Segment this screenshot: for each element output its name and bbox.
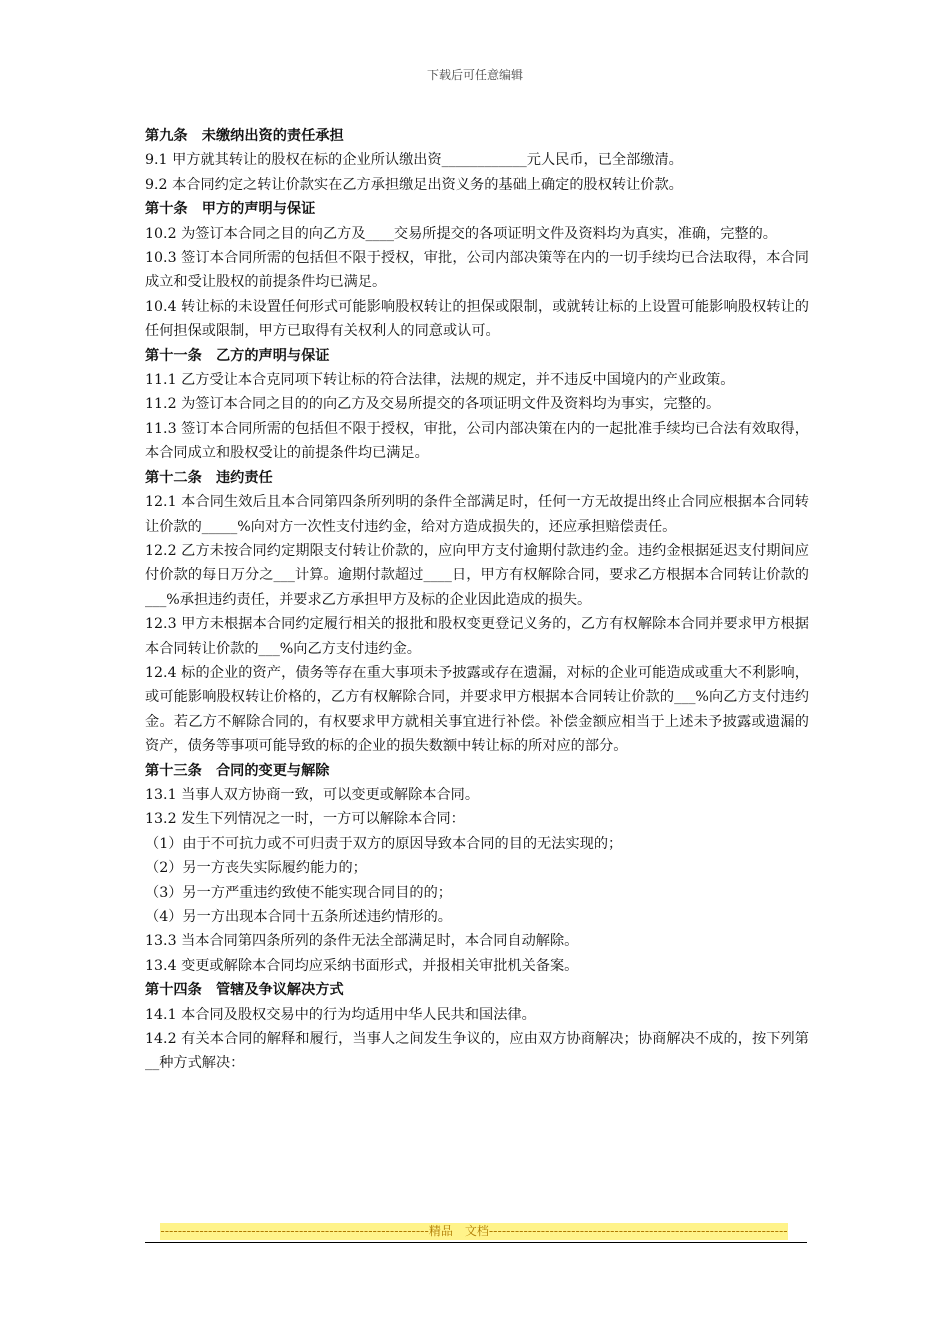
footer-rule [145,1242,807,1243]
clause-paragraph: 13.3 当本合同第四条所列的条件无法全部满足时，本合同自动解除。 [145,933,579,950]
clause-paragraph: 11.2 为签订本合同之目的的向乙方及交易所提交的各项证明文件及资料均为事实，完整的。 [145,396,721,413]
clause-paragraph: 12.1 本合同生效后且本合同第四条所列明的条件全部满足时，任何一方无故提出终止合同应根据本合同转让价款的_____%向对方一次性支付违约金，给对方造成损失的，还应承担赔偿责任。 [145,494,809,535]
clause-paragraph: 10.3 签订本合同所需的包括但不限于授权，审批，公司内部决策等在内的一切手续均已合法取得，本合同成立和受让股权的前提条件均已满足。 [145,250,809,291]
clause-paragraph: （4）另一方出现本合同十五条所述违约情形的。 [145,909,452,925]
article-heading: 第十四条 管辖及争议解决方式 [145,982,344,999]
clause-paragraph: 10.4 转让标的未设置任何形式可能影响股权转让的担保或限制，或就转让标的上设置可能影响股权转让的任何担保或限制，甲方已取得有关权利人的同意或认可。 [145,298,809,340]
clause-paragraph: 9.2 本合同约定之转让价款实在乙方承担缴足出资义务的基础上确定的股权转让价款。 [145,176,683,193]
clause-paragraph: 12.2 乙方未按合同约定期限支付转让价款的，应向甲方支付逾期付款违约金。违约金根据延迟支付期间应付价款的每日万分之___计算。逾期付款超过____日，甲方有权解除合同，要求乙方根据本合同转让价款的___%承担违约责任，并要求乙方承担甲方及标的企业因此造成的损失。 [145,542,809,608]
article-heading: 第十一条 乙方的声明与保证 [145,347,330,364]
clause-paragraph: 11.3 签订本合同所需的包括但不限于授权，审批，公司内部决策在内的一起批准手续均已合法有效取得，本合同成立和股权受让的前提条件均已满足。 [145,420,809,462]
clause-paragraph: （3）另一方严重违约致使不能实现合同目的的； [145,884,452,901]
article-heading: 第十三条 合同的变更与解除 [145,762,330,779]
clause-paragraph: 14.2 有关本合同的解释和履行，当事人之间发生争议的，应由双方协商解决；协商解决不成的，按下列第__种方式解决： [145,1031,809,1072]
clause-paragraph: 10.2 为签订本合同之目的向乙方及____交易所提交的各项证明文件及资料均为真实，准确，完整的。 [145,225,777,242]
footer-watermark: --------------------------------------------------------------精品 文档--------------------------------------------------------------------- [160,1224,788,1238]
clause-paragraph: 11.1 乙方受让本合克同项下转让标的符合法律，法规的规定，并不违反中国境内的产业政策。 [145,372,735,389]
clause-paragraph: 13.4 变更或解除本合同均应采纳书面形式，并报相关审批机关备案。 [145,957,579,974]
clause-paragraph: 9.1 甲方就其转让的股权在标的企业所认缴出资____________元人民币，已全部缴清。 [145,152,683,169]
clause-paragraph: （2）另一方丧失实际履约能力的； [145,860,367,877]
article-heading: 第十二条 违约责任 [145,469,273,486]
clause-paragraph: 13.2 发生下列情况之一时，一方可以解除本合同： [145,811,465,828]
clause-paragraph: 14.1 本合同及股权交易中的行为均适用中华人民共和国法律。 [145,1006,536,1023]
clause-paragraph: 13.1 当事人双方协商一致，可以变更或解除本合同。 [145,786,480,803]
page-header: 下载后可任意编辑 [426,68,523,82]
contract-body [145,124,809,1076]
article-heading: 第九条 未缴纳出资的责任承担 [145,128,344,144]
clause-paragraph: 12.3 甲方未根据本合同约定履行相关的报批和股权变更登记义务的，乙方有权解除本合同并要求甲方根据本合同转让价款的___%向乙方支付违约金。 [145,616,809,657]
article-heading: 第十条 甲方的声明与保证 [145,201,316,218]
clause-paragraph: （1）由于不可抗力或不可归责于双方的原因导致本合同的目的无法实现的； [145,835,623,852]
clause-paragraph: 12.4 标的企业的资产，债务等存在重大事项未予披露或存在遗漏，对标的企业可能造成或重大不利影响，或可能影响股权转让价格的，乙方有权解除合同，并要求甲方根据本合同转让价款的___%向乙方支付违约金。若乙方不解除合同的，有权要求甲方就相关事宜进行补偿。补偿金额应相当于上述未予披露或遗漏的资产，债务等事项可能导致的标的企业的损失数额中转让标的所对应的部分。 [145,664,809,755]
